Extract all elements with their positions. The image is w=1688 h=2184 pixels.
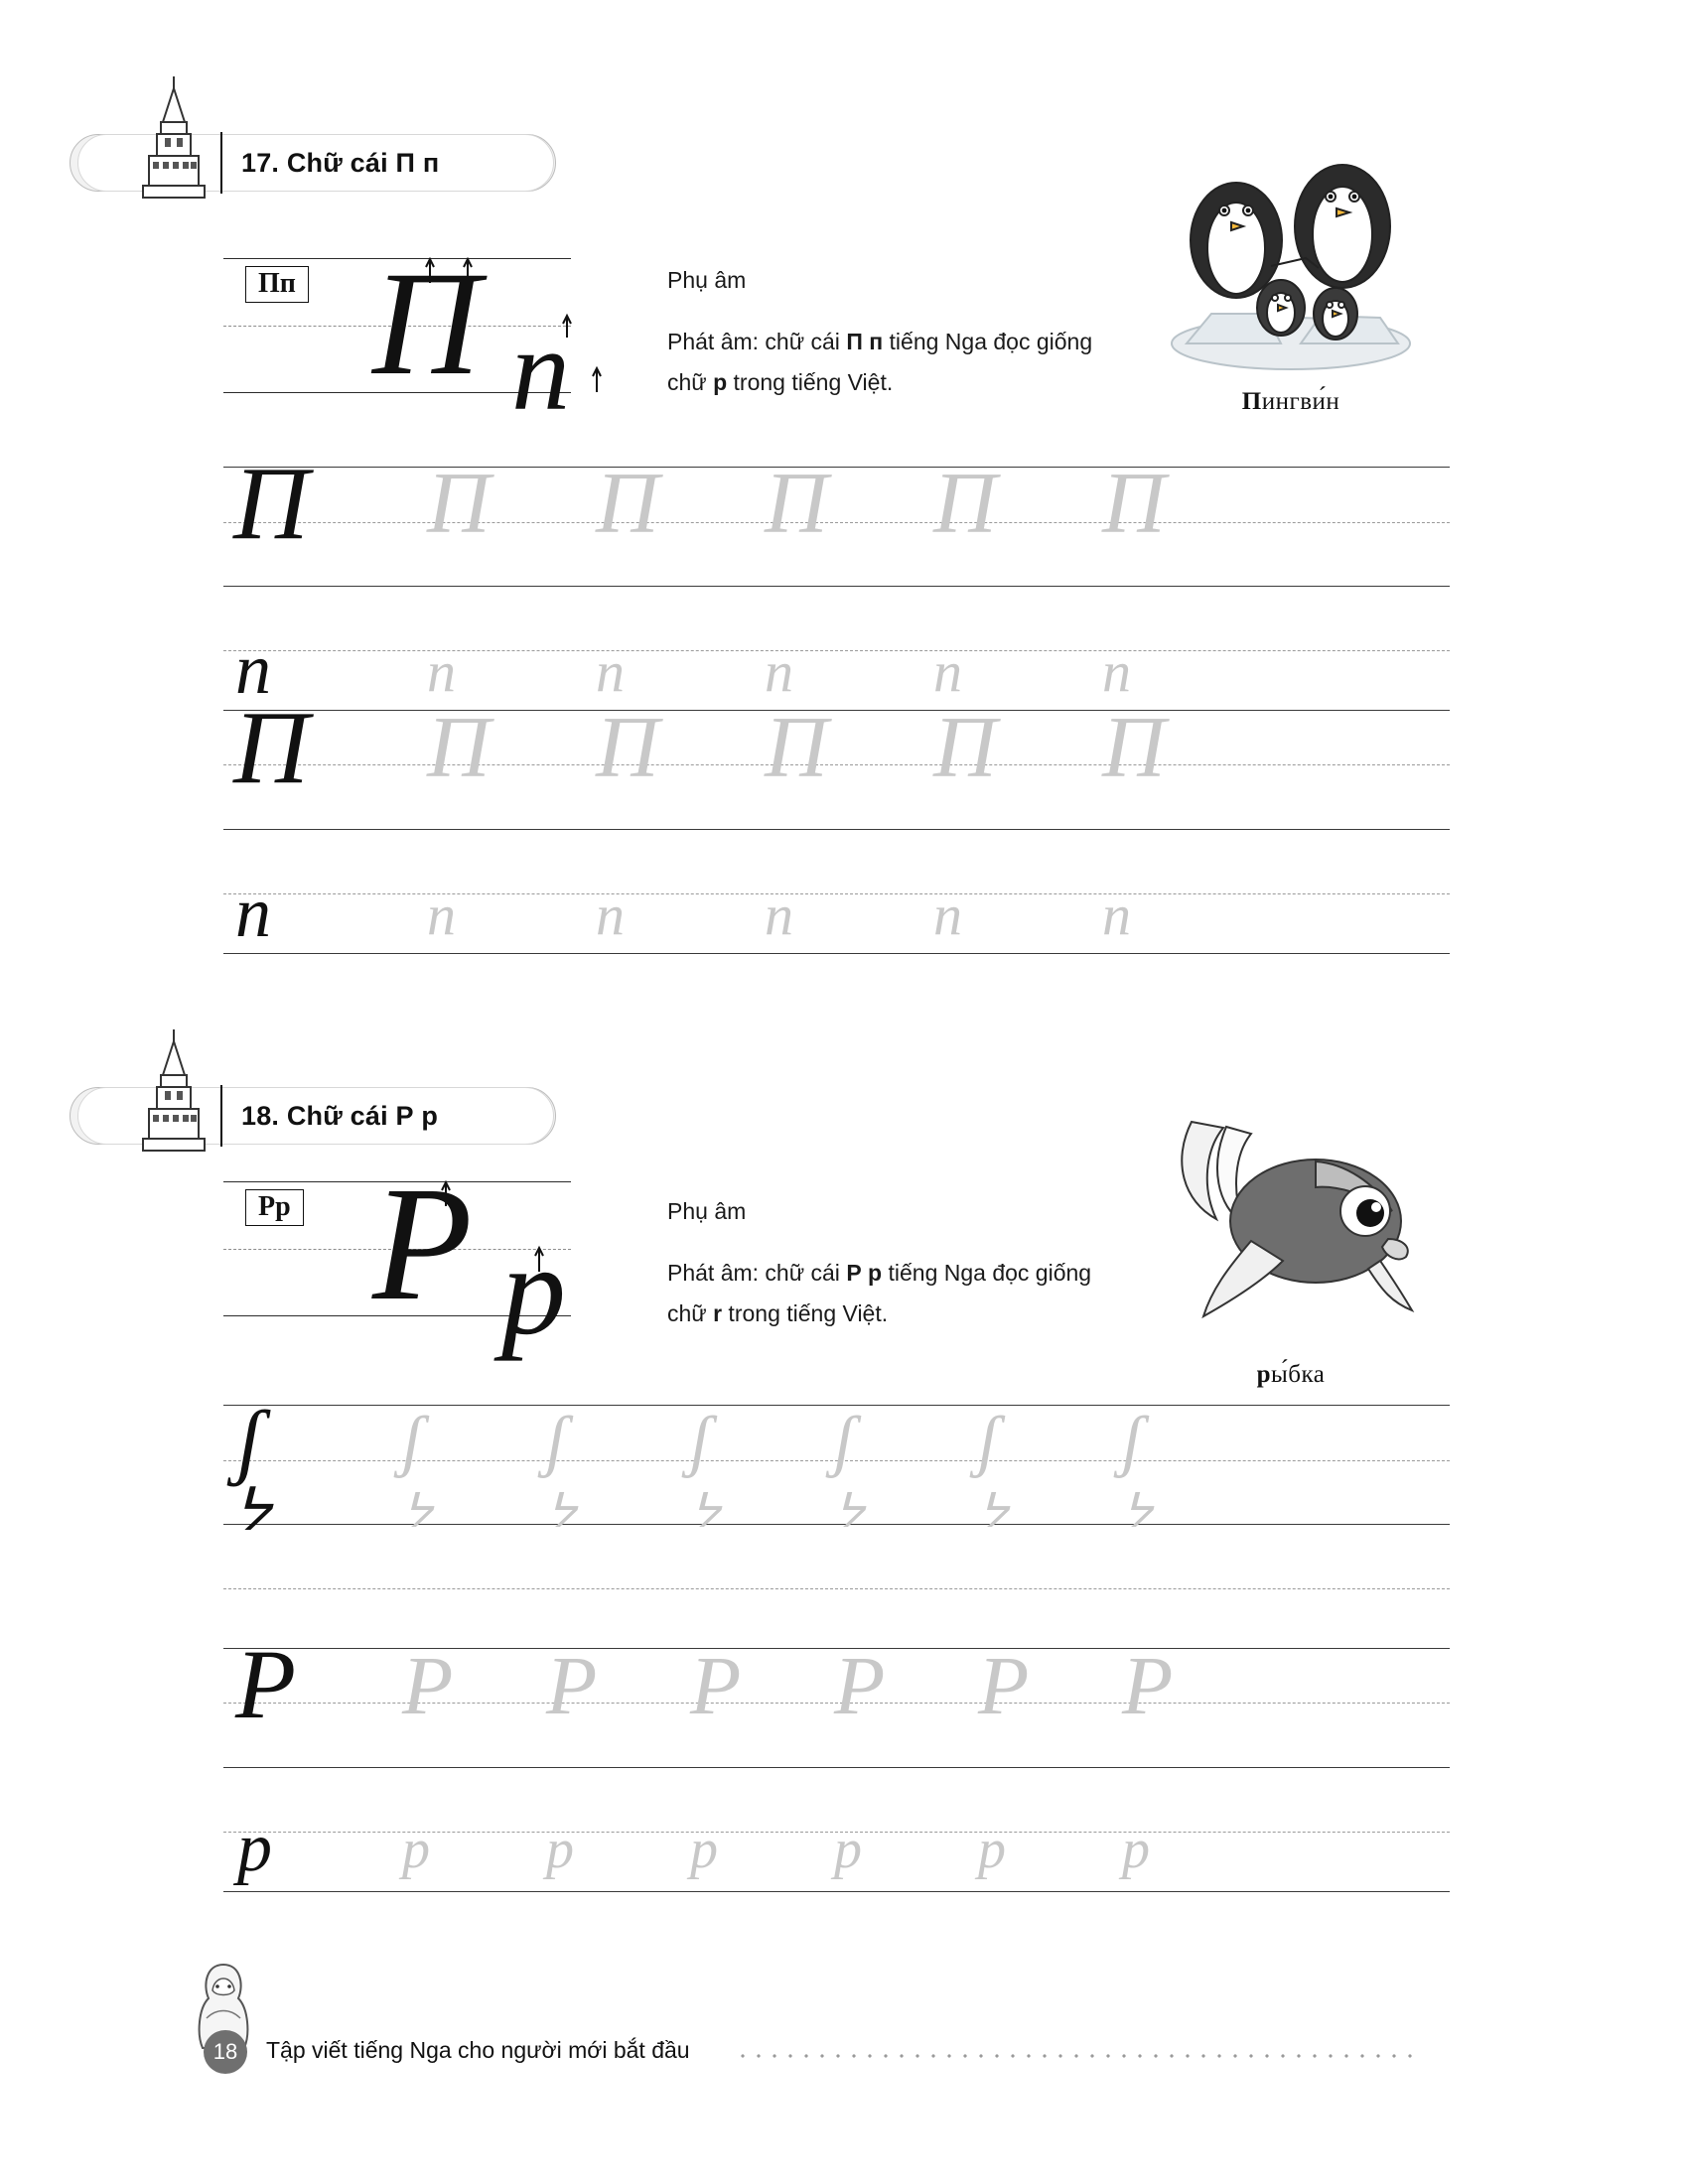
phu-am-label-17: Phụ âm (667, 267, 747, 293)
info-text-17 (667, 260, 1094, 402)
illustration-block-18 (1132, 1092, 1450, 1389)
footer-dotted-rule (735, 2053, 1420, 2059)
letter-box-17: Пп (245, 266, 309, 303)
letter-box-18: Рр (245, 1189, 304, 1226)
pronunciation-text-17 (667, 322, 1094, 402)
stroke-arrows-18 (372, 1166, 670, 1375)
pron-suffix-17: trong tiếng Việt. (727, 368, 894, 395)
pron-letter-17: П п (846, 329, 884, 355)
page-number-badge: 18 (204, 2030, 247, 2074)
caption-bold-18: р (1256, 1361, 1271, 1388)
pron-letter-18: Р р (846, 1260, 883, 1287)
letter-demo-17 (223, 241, 640, 447)
kremlin-tower-icon (129, 1027, 218, 1157)
practice-area-17: П П П П П П п п п п п п П П П П П П п п п п п п (223, 467, 1450, 1003)
pron-mid-18: tiếng Nga đọc giống chữ (667, 1260, 1092, 1326)
pron-prefix-18: Phát âm: chữ cái (667, 1260, 847, 1287)
pill-divider (220, 132, 222, 194)
phu-am-label-18: Phụ âm (667, 1198, 747, 1224)
script-lower-18: р (501, 1219, 566, 1362)
caption-rest-18: ы́бка (1271, 1361, 1326, 1388)
pronunciation-text-18 (667, 1253, 1094, 1333)
illustration-caption-17 (1132, 388, 1450, 416)
practice-area-18: ʃ ʃ ʃ ʃ ʃ ʃ ʃ ᔭ ᔭ ᔭ ᔭ ᔭ ᔭ ᔭ Р Р Р Р Р Р Р р р р р р р р (223, 1405, 1450, 1941)
illustration-block-17 (1132, 149, 1450, 416)
info-text-18 (667, 1191, 1094, 1333)
pron-target-17: p (713, 368, 728, 395)
footer-title: Tập viết tiếng Nga cho người mới bắt đầu (266, 2037, 690, 2063)
pron-suffix-18: trong tiếng Việt. (722, 1299, 889, 1326)
stroke-arrows-17 (372, 243, 670, 442)
caption-rest-17: ингви́н (1261, 388, 1340, 415)
section-title-18: 18. Chữ cái Р р (241, 1101, 439, 1131)
section-title-17: 17. Chữ cái П п (241, 148, 440, 178)
pron-prefix-17: Phát âm: chữ cái (667, 329, 847, 355)
script-lower-17: п (511, 305, 570, 435)
script-upper-17: П (372, 241, 481, 406)
pill-divider (220, 1085, 222, 1147)
pron-target-18: r (713, 1299, 723, 1326)
script-upper-18: Р (372, 1153, 473, 1334)
caption-bold-17: П (1241, 388, 1262, 415)
goldfish-illustration (1132, 1092, 1450, 1350)
pron-mid-17: tiếng Nga đọc giống chữ (667, 329, 1093, 395)
penguin-illustration (1132, 149, 1450, 377)
illustration-caption-18 (1132, 1361, 1450, 1389)
letter-demo-18 (223, 1153, 640, 1370)
kremlin-tower-icon (129, 74, 218, 204)
